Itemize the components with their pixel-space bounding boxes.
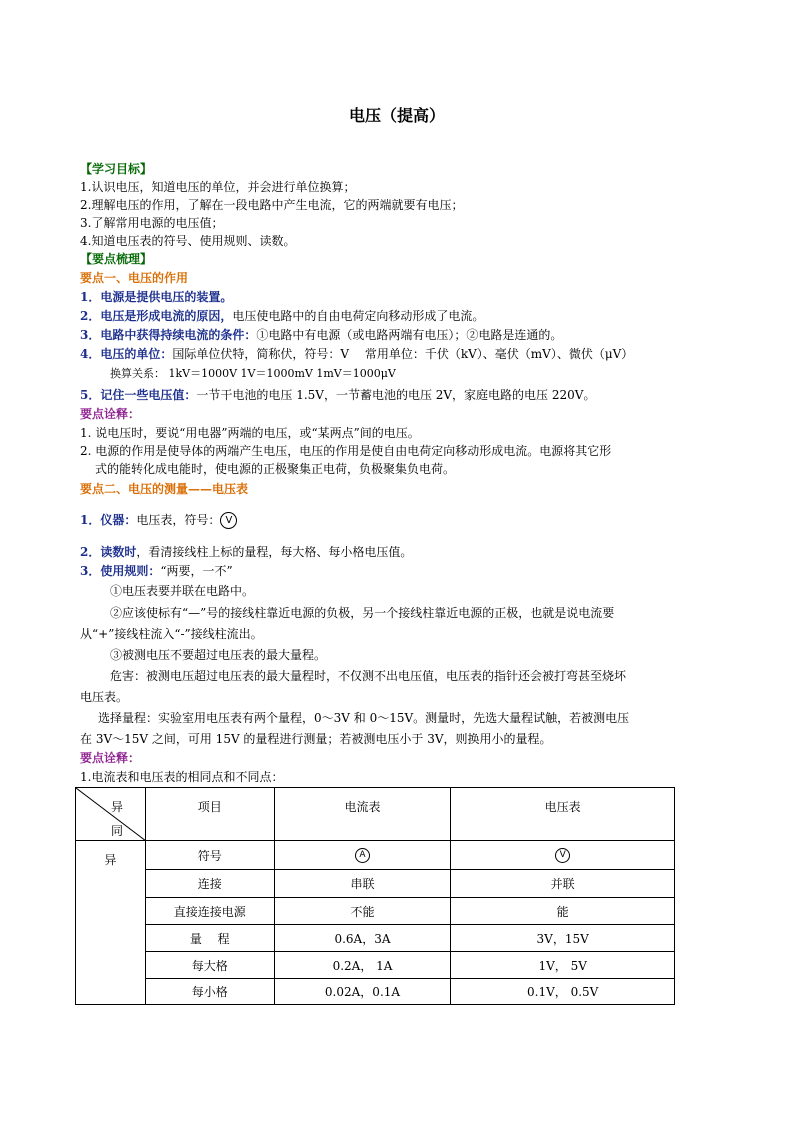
point2-line-3 [80,562,233,580]
table-row [76,925,675,952]
header-ammeter: 电流表 [274,788,451,841]
comparison-table [75,787,675,1005]
line-number: 3． [80,328,101,342]
row-label: 符号 [145,841,274,870]
line-text: 电压使电路中的自由电荷定向移动形成了电流。 [232,309,485,323]
bold-term: 电路中获得持续电流的条件： [100,328,257,342]
rule-3: ③被测电压不要超过电压表的最大量程。 [110,648,327,662]
voltmeter-cell: 3V，15V [451,925,675,952]
table-row [76,898,675,925]
line-text: 一节干电池的电压 1.5V，一节蓄电池的电压 2V，家庭电路的电压 220V。 [196,388,596,402]
range-selection-text-cont: 在 3V～15V 之间，可用 15V 的量程进行测量；若被测电压小于 3V，则换用小的量程。 [80,732,552,746]
ammeter-cell: 串联 [274,870,451,898]
row-label: 每大格 [145,952,274,979]
line-text: ，看清接线柱上标的量程，每大格、每小格电压值。 [136,545,413,559]
bold-term: 记住一些电压值： [100,388,197,402]
note2-heading: 要点诠释： [80,751,141,765]
bold-term: 读数时 [100,545,137,559]
voltmeter-cell: 并联 [451,870,675,898]
bold-term: 仪器： [100,513,137,527]
point1-line-1 [80,288,232,306]
line-number: 3． [80,564,101,578]
rule-1: ①电压表要并联在电路中。 [110,584,255,598]
goal-item-1: 1.认识电压，知道电压的单位，并会进行单位换算； [80,180,356,194]
ammeter-cell: 0.02A，0.1A [274,979,451,1005]
goals-heading: 【学习目标】 [80,162,153,176]
danger-text: 危害：被测电压超过电压表的最大量程时，不仅测不出电压值，电压表的指针还会被打弯甚至烧坏 [110,669,627,683]
voltmeter-cell: 能 [451,898,675,925]
table-row [76,979,675,1005]
goal-item-2: 2.理解电压的作用，了解在一段电路中产生电流，它的两端就要有电压； [80,198,464,212]
line-number: 4． [80,347,101,361]
line-number: 1． [80,290,101,304]
row-label: 直接连接电源 [145,898,274,925]
voltmeter-symbol-icon: V [555,848,570,863]
ammeter-cell [274,841,451,870]
ammeter-cell: 不能 [274,898,451,925]
bold-term: 电源是提供电压的装置。 [100,290,233,304]
note1-heading: 要点诠释： [80,407,141,421]
danger-text-cont: 电压表。 [80,690,129,704]
diagonal-header-cell [76,788,146,841]
summary-heading: 【要点梳理】 [80,252,153,266]
point1-line-3 [80,326,562,344]
point1-line-4 [80,345,633,363]
table-header-row [76,788,675,841]
ammeter-cell: 0.2A， 1A [274,952,451,979]
voltmeter-cell: 1V， 5V [451,952,675,979]
line-number: 2． [80,545,101,559]
point1-line-2 [80,307,484,325]
ammeter-cell: 0.6A，3A [274,925,451,952]
row-label: 量 程 [145,925,274,952]
table-row [76,870,675,898]
group-label-different: 异 [76,841,146,1005]
point1-heading: 要点一、电压的作用 [80,271,189,285]
table-row [76,952,675,979]
point1-line-5 [80,386,595,404]
line-text: “两要，一不” [160,564,233,578]
line-text: ①电路中有电源（或电路两端有电压）；②电路是连通的。 [256,328,563,342]
unit-conversion: 换算关系： 1kV＝1000V 1V＝1000mV 1mV＝1000μV [110,367,396,380]
page-title: 电压（提高） [348,106,445,125]
note1-item-2: 2. 电源的作用是使导体的两端产生电压，电压的作用是使自由电荷定向移动形成电流。电源将其它形 [80,444,612,458]
goal-item-3: 3.了解常用电源的电压值； [80,216,224,230]
bold-term: 使用规则： [100,564,161,578]
range-selection-text: 选择量程：实验室用电压表有两个量程，0～3V 和 0～15V。测量时，先选大量程试触，若被测电压 [98,711,630,725]
line-number: 1． [80,513,101,527]
header-item: 项目 [145,788,274,841]
note1-item-2-cont: 式的能转化成电能时，使电源的正极聚集正电荷，负极聚集负电荷。 [95,462,456,476]
table-intro: 1.电流表和电压表的相同点和不同点： [80,770,284,784]
note1-item-1: 1. 说电压时，要说“用电器”两端的电压，或“某两点”间的电压。 [80,426,420,440]
line-number: 5． [80,388,101,402]
row-label: 每小格 [145,979,274,1005]
goal-item-4: 4.知道电压表的符号、使用规则、读数。 [80,234,296,248]
voltmeter-symbol-icon: V [220,512,237,529]
diagonal-label-same: 同 [111,824,124,838]
ammeter-symbol-icon: A [355,848,370,863]
point2-line-1 [80,511,237,529]
voltmeter-cell [451,841,675,870]
point2-line-2 [80,543,412,561]
point2-heading: 要点二、电压的测量——电压表 [80,482,249,496]
header-voltmeter: 电压表 [451,788,675,841]
bold-term: 电压的单位： [100,347,173,361]
rule-2: ②应该使标有“—”号的接线柱靠近电源的负极，另一个接线柱靠近电源的正极，也就是说电流要 [110,606,615,620]
diagonal-label-different: 异 [111,800,124,814]
table-row [76,841,675,870]
line-number: 2． [80,309,101,323]
rule-2-cont: 从“+”接线柱流入“-”接线柱流出。 [80,627,263,641]
bold-term: 电压是形成电流的原因， [100,309,233,323]
line-text: 国际单位伏特，简称伏，符号：V 常用单位：千伏（kV）、毫伏（mV）、微伏（μV） [172,347,634,361]
voltmeter-cell: 0.1V， 0.5V [451,979,675,1005]
line-text: 电压表，符号： [136,513,221,527]
row-label: 连接 [145,870,274,898]
